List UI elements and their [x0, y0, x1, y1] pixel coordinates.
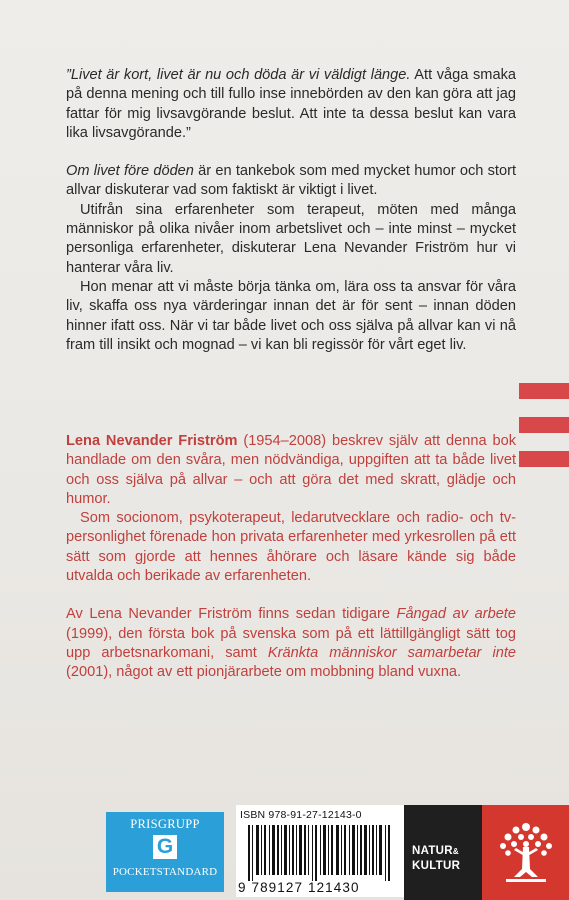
isbn-barcode: [236, 805, 404, 897]
isbn-text: ISBN 978-91-27-12143-0: [240, 809, 362, 821]
publisher-line-1: NATUR: [412, 845, 453, 857]
author-text: [66, 432, 516, 683]
price-group-label: PRISGRUPP: [130, 817, 200, 831]
author-paragraph-2: Som socionom, psykoterapeut, ledarutvecklare och radio- och tv-personlighet förenade hon privata erfarenheter med yrkesrollen på ett sätt som gjorde att hennes åhörare och läsare kände sig både utvalda och berikade av erfarenheten.: [66, 510, 516, 585]
tree-logo-icon: [492, 817, 560, 889]
price-group-letter: G: [153, 835, 177, 859]
blurb-p2-rest: är en tankebok som med mycket humor och stort allvar diskuterar vad som faktiskt är viktigt i livet.: [66, 163, 516, 199]
red-bar: [519, 451, 569, 467]
publisher-line-2: KULTUR: [412, 860, 461, 872]
red-bar: [519, 417, 569, 433]
book-title: Om livet före döden: [66, 163, 194, 180]
bio3-c: (2001), något av ett pionjärarbete om mobbning bland vuxna.: [66, 664, 462, 681]
bio3-title-2: Kränkta människor samarbetar inte: [267, 644, 516, 661]
bio3-b: (1999), den första bok på svenska som på ett lättillgängligt sätt tog upp arbetsnarkomani, samt: [66, 625, 516, 661]
publisher-ampersand: &: [452, 847, 459, 856]
bio3-a: Av Lena Nevander Friström finns sedan tidigare: [66, 606, 397, 623]
publisher-name: [412, 844, 460, 873]
blurb-paragraph-2: [66, 162, 516, 201]
blurb-text: [66, 66, 516, 355]
author-paragraph-3: [66, 605, 516, 682]
price-group-format: POCKETSTANDARD: [112, 866, 218, 878]
barcode-digits: 9 789127 121430: [238, 880, 360, 895]
tree-logo-block: [482, 805, 569, 900]
bio3-title-1: Fångad av arbete: [396, 606, 516, 623]
blurb-quote: [66, 66, 516, 143]
author-paragraph-1: [66, 432, 516, 509]
quote-italic: ”Livet är kort, livet är nu och döda är vi väldigt länge.: [66, 67, 411, 83]
decorative-red-bars: [519, 383, 569, 485]
barcode-icon: [248, 825, 394, 881]
author-bio1-rest: (1954–2008) beskrev själv att denna bok handlade om den svåra, men nödvändiga, uppgiften att ta både livet och oss själva på allvar – och att göra det med skratt, glädje och humor.: [66, 433, 516, 507]
red-bar: [519, 383, 569, 399]
price-group-badge: [106, 812, 224, 892]
blurb-paragraph-4: Hon menar att vi måste börja tänka om, lära oss ta ansvar för våra liv, skaffa oss nya värderingar innan det är för sent – innan döden hinner ifatt oss. När vi tar både livet och oss själva på allvar kan vi nå fram till insikt och mognad – vi kan bli regissör för vårt eget liv.: [66, 278, 516, 353]
quote-rest: Att våga smaka på denna mening och till fullo inse innebörden av den kan göra att jag fattar för mig livsavgörande beslut. Att inte ta dessa beslut kan vara lika livsavgörande.”: [66, 67, 516, 141]
publisher-logo: [404, 805, 569, 900]
blurb-paragraph-3: Utifrån sina erfarenheter som terapeut, möten med många människor på olika nivåer inom arbetslivet och – inte minst – mycket personliga erfarenheter, diskuterar Lena Nevander Friström hur vi hanterar våra liv.: [66, 201, 516, 276]
author-name: Lena Nevander Friström: [66, 433, 238, 449]
